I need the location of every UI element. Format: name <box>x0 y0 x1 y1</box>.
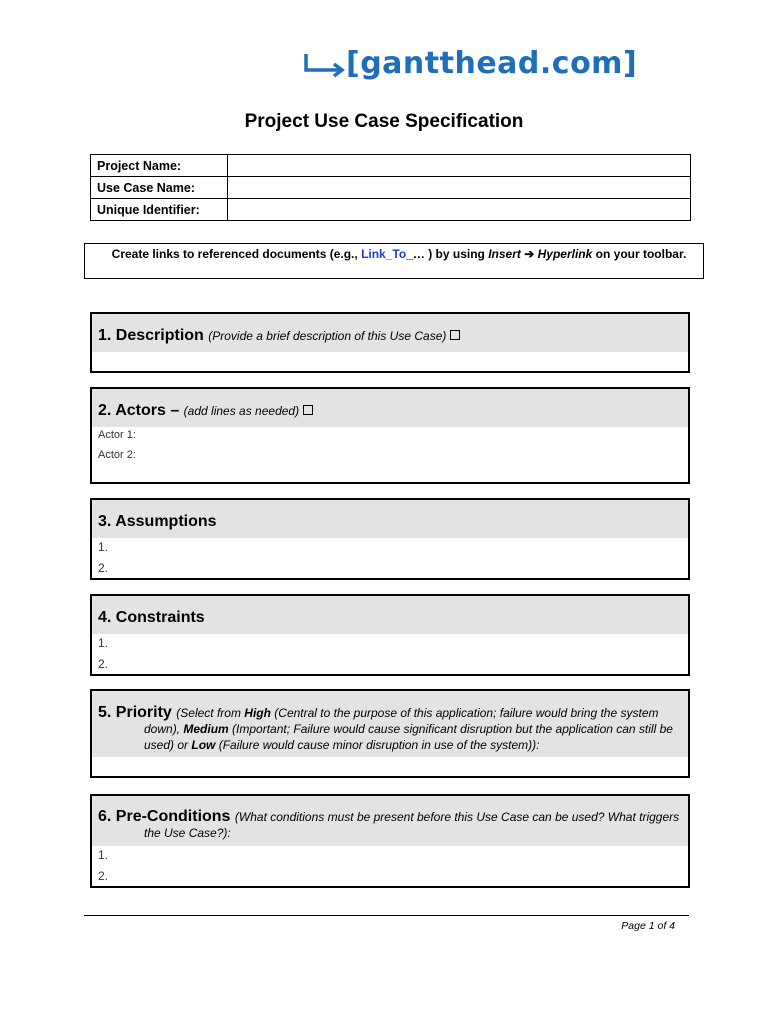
table-row <box>91 177 691 199</box>
logo-arrow-icon <box>300 50 348 84</box>
links-note-text: _… ) by using <box>406 247 489 261</box>
list-item[interactable]: 2. <box>98 657 109 671</box>
section-header <box>92 596 688 634</box>
assumptions-section <box>90 498 690 580</box>
priority-note: (Select from <box>176 706 245 720</box>
section-note: (What conditions must be present before this Use Case can be used? What triggers the Use Case?): <box>144 810 680 840</box>
priority-note: (Central to the purpose of this application; failure would bring the system down), <box>144 706 659 736</box>
footer-divider <box>84 915 689 916</box>
links-note-text: on your toolbar. <box>592 247 687 261</box>
insert-menu-text: Insert <box>488 247 521 261</box>
link-to-link[interactable]: Link_To <box>361 247 407 261</box>
list-item[interactable]: 2. <box>98 869 109 883</box>
table-row <box>91 199 691 221</box>
section-title: 4. Constraints <box>98 609 205 626</box>
preconditions-text <box>98 809 682 841</box>
logo-text: [gantthead.com] <box>346 46 638 81</box>
list-item[interactable]: 2. <box>98 561 109 575</box>
section-header <box>92 500 688 538</box>
priority-note: (Important; Failure would cause significant disruption but the application can still be used) or <box>144 722 673 752</box>
links-instruction-box <box>84 243 704 279</box>
priority-low-label: Low <box>191 738 216 752</box>
priority-section <box>90 689 690 778</box>
project-name-label: Project Name: <box>91 155 228 177</box>
section-header <box>92 314 688 352</box>
description-section <box>90 312 690 373</box>
unique-identifier-label: Unique Identifier: <box>91 199 228 221</box>
priority-note: (Failure would cause minor disruption in use of the system)): <box>215 738 540 752</box>
use-case-name-field[interactable] <box>228 177 691 199</box>
actor-line[interactable]: Actor 2: <box>98 449 136 461</box>
section-title: 3. Assumptions <box>98 513 217 530</box>
actor-line[interactable]: Actor 1: <box>98 429 136 441</box>
list-item[interactable]: 1. <box>98 848 109 862</box>
preconditions-section <box>90 794 690 888</box>
section-title: 2. Actors – <box>98 402 180 419</box>
links-note-text: Create links to referenced documents (e.g., <box>111 247 362 261</box>
project-name-field[interactable] <box>228 155 691 177</box>
use-case-name-label: Use Case Name: <box>91 177 228 199</box>
section-note: (add lines as needed) <box>183 404 300 418</box>
constraints-section <box>90 594 690 676</box>
table-row <box>91 155 691 177</box>
priority-medium-label: Medium <box>183 722 229 736</box>
priority-text <box>98 705 682 753</box>
section-title: 6. Pre-Conditions <box>98 808 231 825</box>
actors-section <box>90 387 690 484</box>
priority-high-label: High <box>244 706 271 720</box>
list-item[interactable]: 1. <box>98 540 109 554</box>
list-item[interactable]: 1. <box>98 636 109 650</box>
section-header <box>92 389 688 427</box>
hyperlink-menu-text: Hyperlink <box>537 247 593 261</box>
checkbox-icon <box>450 330 460 340</box>
section-header <box>92 796 688 846</box>
section-title: 1. Description <box>98 327 204 344</box>
page-number: Page 1 of 4 <box>621 920 675 932</box>
section-title: 5. Priority <box>98 704 172 721</box>
arrow-icon: ➔ <box>520 247 538 261</box>
gantthead-logo <box>300 46 680 90</box>
unique-identifier-field[interactable] <box>228 199 691 221</box>
section-note: (Provide a brief description of this Use Case) <box>208 329 447 343</box>
section-header <box>92 691 688 757</box>
document-title: Project Use Case Specification <box>244 111 524 132</box>
checkbox-icon <box>303 405 313 415</box>
project-info-table <box>90 154 691 221</box>
